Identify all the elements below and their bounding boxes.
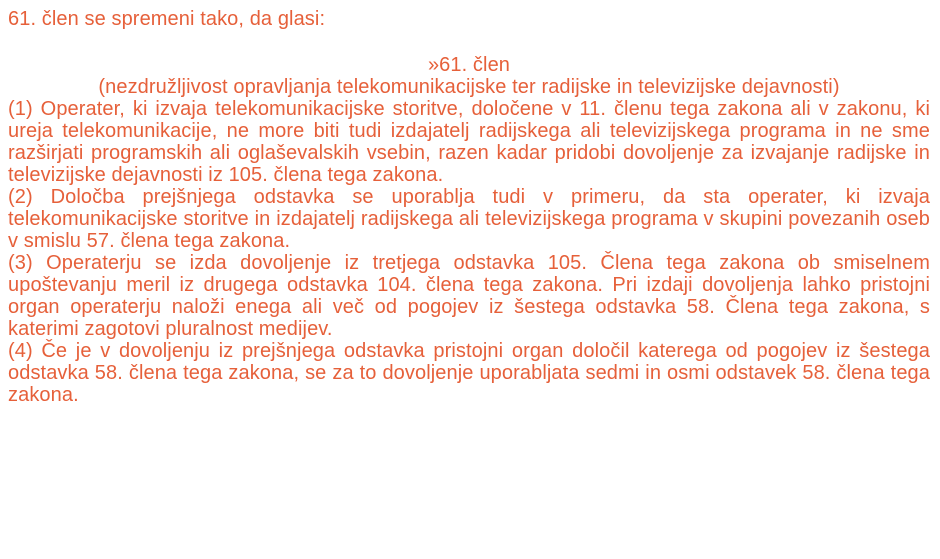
article-subheading: (nezdružljivost opravljanja telekomunikacijske ter radijske in televizijske dejavnosti) — [98, 76, 840, 98]
article-paragraph-3: (3) Operaterju se izda dovoljenje iz tretjega odstavka 105. Člena tega zakona ob smiselnem upoštevanju meril iz drugega odstavka 104. člena tega zakona. Pri izdaji dovoljenja lahko pristojni organ operaterju naloži enega ali več od pogojev iz šestega odstavka 58. Člena tega zakona, s katerimi zagotovi pluralnost medijev. — [8, 252, 930, 340]
article-paragraph-1: (1) Operater, ki izvaja telekomunikacijske storitve, določene v 11. členu tega zakona ali v zakonu, ki ureja telekomunikacije, ne more biti tudi izdajatelj radijskega ali televizijskega programa in ne sme razširjati programskih ali oglaševalskih vsebin, razen kadar pridobi dovoljenje za izvajanje radijske in televizijske dejavnosti iz 105. člena tega zakona. — [8, 98, 930, 186]
amendment-intro-line: 61. člen se spremeni tako, da glasi: — [8, 8, 326, 30]
article-paragraph-2: (2) Določba prejšnjega odstavka se uporablja tudi v primeru, da sta operater, ki izvaja telekomunikacijske storitve in izdajatelj radijskega ali televizijskega programa v skupini povezanih oseb v smislu 57. člena tega zakona. — [8, 186, 930, 252]
article-paragraph-4: (4) Če je v dovoljenju iz prejšnjega odstavka pristojni organ določil katerega od pogojev iz šestega odstavka 58. člena tega zakona, se za to dovoljenje uporabljata sedmi in osmi odstavek 58. člena tega zakona. — [8, 340, 930, 406]
article-heading-block — [8, 54, 930, 98]
article-heading: »61. člen — [427, 54, 511, 76]
